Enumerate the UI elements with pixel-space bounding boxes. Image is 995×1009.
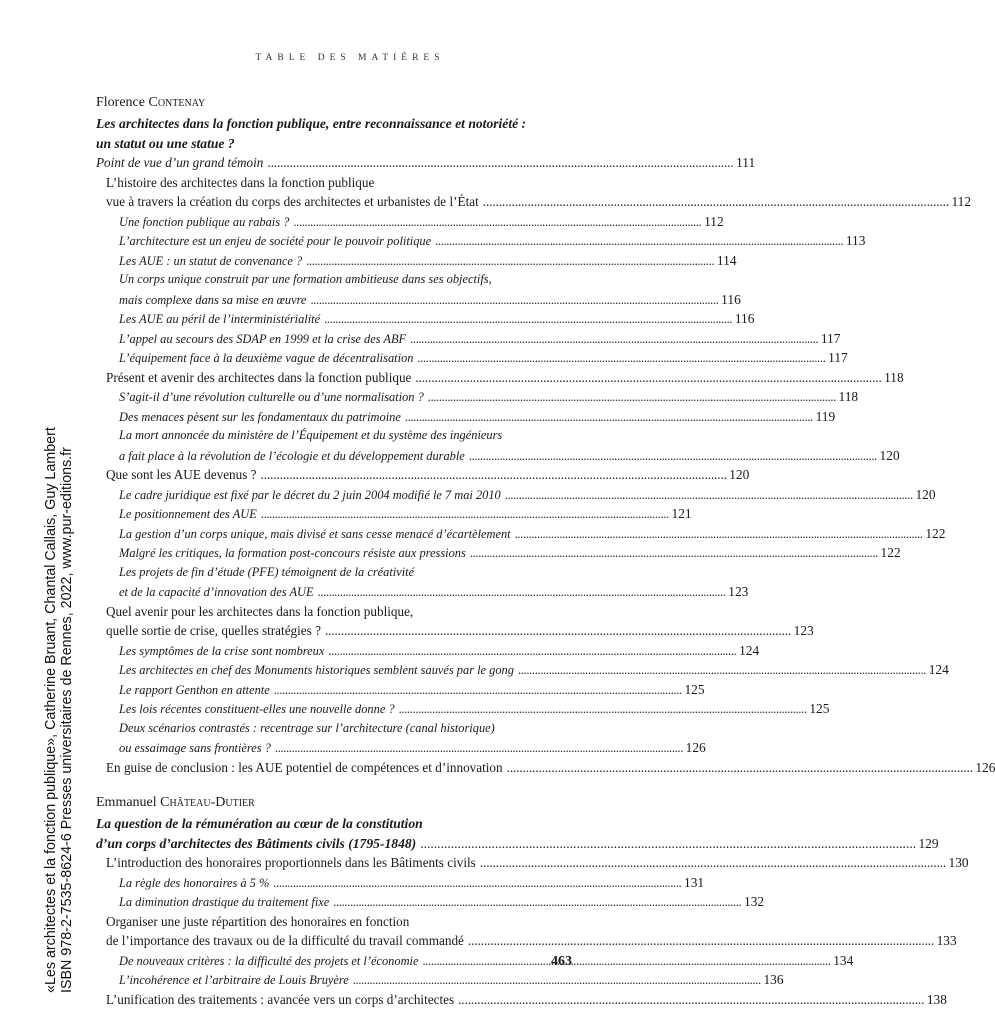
- section-gap: [96, 777, 576, 792]
- dot-leader: [415, 368, 880, 388]
- toc-entry-text: vue à travers la création du corps des architectes et urbanistes de l’État: [106, 194, 479, 209]
- toc-page-number: 134: [833, 952, 854, 968]
- page-number: 463: [551, 954, 572, 969]
- toc-entry[interactable]: [96, 368, 904, 388]
- toc-page-number: 119: [815, 408, 836, 424]
- side-credit-line-1: «Les architectes et la fonction publique», Catherine Bruant, Chantal Callais, Guy Lambert: [43, 427, 59, 993]
- dot-leader: [480, 853, 945, 873]
- toc-entry-text: En guise de conclusion : les AUE potentiel de compétences et d’innovation: [106, 759, 503, 775]
- toc-page-number: 118: [884, 369, 904, 385]
- dot-leader: [261, 505, 668, 525]
- toc-page-number: 117: [828, 350, 848, 365]
- chapter-title-line[interactable]: [96, 114, 576, 134]
- toc-page-number: 126: [975, 759, 995, 775]
- toc-page-number: 114: [716, 252, 737, 268]
- toc-entry-text: L’appel au secours des SDAP en 1999 et la crise des ABF: [119, 331, 407, 346]
- toc-entry-text: un statut ou une statue ?: [96, 135, 235, 151]
- toc-entry-text: Le cadre juridique est fixé par le décret du 2 juin 2004 modifié le 7 mai 2010: [119, 487, 501, 502]
- toc-entry[interactable]: [96, 602, 576, 622]
- toc-page-number: 116: [734, 311, 755, 326]
- toc-entry-text: La question de la rémunération au cœur de la constitution: [96, 816, 423, 831]
- toc-entry[interactable]: [96, 309, 755, 329]
- toc-entry[interactable]: [96, 329, 841, 349]
- side-credit: [44, 233, 75, 993]
- dot-leader: [328, 642, 735, 662]
- toc-page-number: 121: [671, 506, 692, 521]
- author-last-name: Château-Dutier: [160, 795, 255, 810]
- toc-entry-text: mais complexe dans sa mise en œuvre: [119, 292, 307, 307]
- dot-leader: [267, 153, 732, 173]
- dot-leader: [422, 952, 829, 972]
- toc-page-number: 124: [928, 662, 949, 677]
- toc-entry-text: Le rapport Genthon en attente: [119, 682, 270, 697]
- dot-leader: [468, 931, 933, 951]
- toc-entry-text: L’histoire des architectes dans la fonction publique: [106, 174, 375, 190]
- toc-entry[interactable]: [96, 231, 866, 251]
- toc-body: [96, 92, 995, 1009]
- toc-entry-text: Point de vue d’un grand témoin: [96, 155, 264, 170]
- toc-page-number: 136: [763, 972, 784, 987]
- dot-leader: [275, 739, 682, 759]
- toc-entry[interactable]: [96, 348, 848, 368]
- dot-leader: [417, 349, 824, 369]
- toc-entry-text: Les architectes en chef des Monuments historiques semblent sauvés par le gong: [119, 663, 514, 677]
- toc-page-number: 133: [936, 933, 957, 948]
- toc-entry-text: La mort annoncée du ministère de l’Équipement et du système des ingénieurs: [119, 428, 503, 442]
- author-name: [96, 792, 576, 814]
- toc-entry-text: Une fonction publique au rabais ?: [119, 214, 290, 229]
- toc-page-number: 120: [879, 447, 900, 463]
- dot-leader: [399, 700, 806, 720]
- toc-entry[interactable]: [96, 446, 900, 466]
- toc-page-number: 112: [951, 194, 972, 209]
- dot-leader: [261, 465, 726, 485]
- toc-entry[interactable]: [96, 758, 995, 778]
- toc-page-number: 124: [739, 642, 760, 658]
- toc-entry-text: Malgré les critiques, la formation post-concours résiste aux pressions: [119, 546, 466, 560]
- toc-entry-text: Les projets de fin d’étude (PFE) témoignent de la créativité: [119, 564, 415, 579]
- toc-entry[interactable]: [96, 504, 692, 524]
- dot-leader: [405, 408, 812, 428]
- dot-leader: [470, 544, 877, 564]
- toc-entry[interactable]: [96, 426, 576, 446]
- toc-page-number: 125: [809, 701, 830, 716]
- dot-leader: [483, 192, 948, 212]
- toc-entry[interactable]: [96, 990, 947, 1009]
- dot-leader: [306, 252, 713, 272]
- dot-leader: [274, 681, 681, 701]
- toc-entry-text: Les AUE au péril de l’interministérialité: [119, 312, 321, 326]
- toc-entry-text: quelle sortie de crise, quelles stratégies ?: [106, 623, 321, 638]
- toc-page-number: 122: [925, 525, 946, 541]
- toc-page-number: 118: [838, 389, 859, 404]
- toc-entry[interactable]: [96, 153, 756, 173]
- toc-entry-text: La gestion d’un corps unique, mais divisé et sans cesse menacé d’écartèlement: [119, 526, 511, 541]
- toc-entry[interactable]: [96, 290, 741, 310]
- toc-page-number: 123: [728, 584, 749, 599]
- toc-entry-text: Des menaces pèsent sur les fondamentaux du patrimoine: [119, 409, 401, 424]
- toc-entry-text: Les architectes dans la fonction publique, entre reconnaissance et notoriété :: [96, 116, 527, 131]
- toc-entry[interactable]: [96, 582, 749, 602]
- side-credit-line-2: ISBN 978-2-7535-8624-6 Presses universitaires de Rennes, 2022, www.pur-editions.fr: [58, 447, 75, 993]
- toc-entry-text: Que sont les AUE devenus ?: [106, 467, 257, 482]
- toc-page-number: 131: [684, 874, 705, 890]
- toc-entry-text: S’agit-il d’une révolution culturelle ou d’une normalisation ?: [119, 390, 424, 404]
- toc-entry[interactable]: [96, 543, 901, 563]
- toc-page-number: 138: [926, 991, 947, 1007]
- toc-entry-text: De nouveaux critères : la difficulté des projets et l’économie: [119, 953, 419, 968]
- dot-leader: [293, 213, 700, 233]
- toc-section: [96, 792, 969, 1009]
- toc-entry[interactable]: [96, 212, 724, 232]
- toc-entry-text: Un corps unique construit par une formation ambitieuse dans ses objectifs,: [119, 272, 492, 286]
- toc-page-number: 129: [918, 835, 939, 851]
- toc-entry[interactable]: [96, 270, 576, 290]
- toc-page-number: 120: [729, 467, 750, 482]
- chapter-title-line[interactable]: [96, 834, 939, 854]
- toc-entry[interactable]: [96, 387, 859, 407]
- chapter-title-line[interactable]: [96, 134, 576, 154]
- dot-leader: [505, 486, 912, 506]
- toc-entry[interactable]: [96, 892, 765, 912]
- dot-leader: [518, 661, 925, 681]
- toc-entry[interactable]: [96, 912, 576, 932]
- toc-entry-text: Deux scénarios contrastés : recentrage sur l’architecture (canal historique): [119, 720, 495, 735]
- toc-page-number: 130: [948, 855, 969, 870]
- toc-page-number: 116: [721, 291, 741, 307]
- dot-leader: [515, 525, 922, 545]
- dot-leader: [420, 834, 914, 854]
- running-head: TABLE DES MATIÈRES: [255, 53, 445, 63]
- toc-entry[interactable]: [96, 173, 576, 193]
- toc-entry-text: La diminution drastique du traitement fixe: [119, 895, 330, 909]
- dot-leader: [428, 388, 835, 408]
- toc-entry[interactable]: [96, 931, 957, 951]
- toc-entry-text: Les AUE : un statut de convenance ?: [119, 253, 303, 268]
- toc-entry[interactable]: [96, 465, 750, 485]
- toc-page-number: 120: [915, 486, 936, 502]
- toc-entry[interactable]: [96, 641, 760, 661]
- toc-entry[interactable]: [96, 853, 969, 873]
- chapter-title-line[interactable]: [96, 814, 576, 834]
- dot-leader: [324, 310, 731, 330]
- dot-leader: [273, 874, 680, 894]
- author-first-name: Florence: [96, 95, 145, 110]
- toc-entry-text: L’équipement face à la deuxième vague de décentralisation: [119, 351, 414, 365]
- dot-leader: [325, 621, 790, 641]
- toc-entry-text: Les lois récentes constituent-elles une nouvelle donne ?: [119, 702, 395, 716]
- toc-entry-text: Le positionnement des AUE: [119, 507, 257, 521]
- toc-entry-text: a fait place à la révolution de l’écologie et du développement durable: [119, 448, 465, 463]
- toc-entry-text: L’unification des traitements : avancée vers un corps d’architectes: [106, 991, 455, 1007]
- toc-page-number: 111: [736, 155, 756, 170]
- toc-page-number: 125: [684, 681, 705, 697]
- toc-page-number: 117: [820, 330, 841, 346]
- author-last-name: Contenay: [148, 95, 206, 110]
- toc-page-number: 123: [793, 623, 814, 638]
- toc-entry[interactable]: [96, 951, 854, 971]
- toc-entry[interactable]: [96, 873, 705, 893]
- toc-entry-text: Quel avenir pour les architectes dans la fonction publique,: [106, 603, 414, 619]
- toc-entry-text: Organiser une juste répartition des honoraires en fonction: [106, 913, 410, 929]
- toc-entry-text: La règle des honoraires à 5 %: [119, 875, 270, 890]
- toc-page-number: 132: [744, 894, 765, 909]
- toc-entry-text: d’un corps d’architectes des Bâtiments civils (1795-1848): [96, 835, 417, 851]
- toc-entry-text: de l’importance des travaux ou de la difficulté du travail commandé: [106, 933, 464, 948]
- toc-entry[interactable]: [96, 563, 576, 583]
- toc-entry[interactable]: [96, 407, 836, 427]
- toc-entry[interactable]: [96, 621, 814, 641]
- toc-page-number: 112: [704, 213, 724, 229]
- author-first-name: Emmanuel: [96, 795, 157, 810]
- toc-entry-text: ou essaimage sans frontières ?: [119, 741, 271, 755]
- toc-entry[interactable]: [96, 660, 949, 680]
- dot-leader: [333, 893, 740, 913]
- toc-entry-text: Les symptômes de la crise sont nombreux: [119, 643, 325, 658]
- toc-entry[interactable]: [96, 251, 737, 271]
- dot-leader: [318, 583, 725, 603]
- dot-leader: [435, 232, 842, 252]
- toc-page-number: 122: [880, 545, 901, 560]
- dot-leader: [469, 447, 876, 467]
- dot-leader: [458, 990, 923, 1009]
- toc-entry[interactable]: [96, 699, 830, 719]
- dot-leader: [410, 330, 817, 350]
- author-name: [96, 92, 576, 114]
- toc-entry-text: et de la capacité d’innovation des AUE: [119, 585, 314, 599]
- toc-entry[interactable]: [96, 719, 576, 739]
- toc-entry[interactable]: [96, 485, 936, 505]
- toc-entry[interactable]: [96, 524, 946, 544]
- toc-entry-text: L’incohérence et l’arbitraire de Louis Bruyère: [119, 973, 349, 987]
- toc-entry[interactable]: [96, 738, 706, 758]
- toc-page-number: 113: [845, 233, 866, 248]
- dot-leader: [310, 291, 717, 311]
- toc-entry-text: Présent et avenir des architectes dans la fonction publique: [106, 369, 412, 385]
- toc-entry[interactable]: [96, 192, 972, 212]
- toc-page-number: 126: [685, 740, 706, 755]
- toc-section: [96, 92, 995, 777]
- toc-entry-text: L’architecture est un enjeu de société pour le pouvoir politique: [119, 234, 432, 248]
- toc-entry-text: L’introduction des honoraires proportionnels dans les Bâtiments civils: [106, 855, 476, 870]
- toc-entry[interactable]: [96, 970, 784, 990]
- dot-leader: [353, 971, 760, 991]
- toc-entry[interactable]: [96, 680, 705, 700]
- dot-leader: [507, 758, 972, 778]
